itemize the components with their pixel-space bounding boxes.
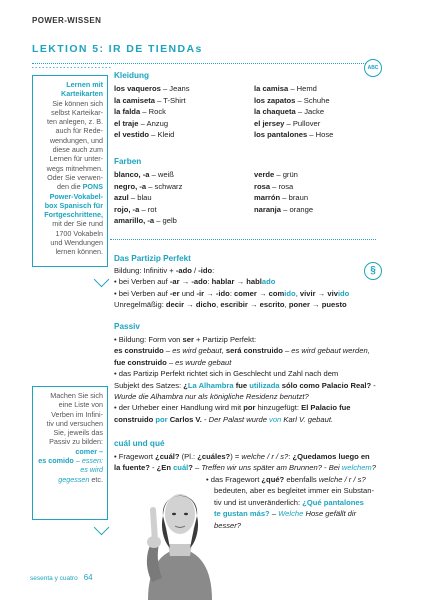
tip-example: comer – xyxy=(75,446,103,456)
text-line: te gustan más? – Welche Hose gefällt dir xyxy=(214,509,357,519)
tip-heading-2: Karteikarten xyxy=(61,89,103,99)
tip-line: Verben im Infini- xyxy=(51,409,103,419)
tip-brand-line: Fortgeschrittene, xyxy=(44,210,103,220)
section-kicker: POWER-WISSEN xyxy=(32,16,102,25)
tip-line: Sie können sich xyxy=(52,98,103,108)
tip-line: tiv und versuchen xyxy=(46,418,103,428)
tip-line: Lernen für unter- xyxy=(49,154,103,164)
vocab-item: rojo, -a – rot xyxy=(114,204,157,214)
vocab-item: el traje – Anzug xyxy=(114,118,169,128)
divider-top xyxy=(32,63,376,64)
woman-raising-finger-image xyxy=(130,470,230,600)
text-line: Bildung: Infinitiv + -ado / -ido: xyxy=(114,266,215,275)
vocab-item: los vaqueros – Jeans xyxy=(114,84,190,93)
tip-line: mit der Sie rund xyxy=(52,219,103,229)
tip-line: auch für Rede- xyxy=(55,126,103,136)
lesson-title: LEKTION 5: IR DE TIENDAs xyxy=(32,43,203,55)
section-passiv xyxy=(114,334,376,425)
page-label: sesenta y cuatro xyxy=(30,575,78,582)
text-line: • bei Verben auf -er und -ir → -ido: comer → comido, vivir → vivido xyxy=(114,288,350,298)
vocab-item: el jersey – Pullover xyxy=(254,118,321,128)
vocab-item: la camisa – Hemd xyxy=(254,84,317,93)
text-line: besser? xyxy=(214,520,242,530)
text-line: • das Partizip Perfekt richtet sich in Geschlecht und Zahl nach dem xyxy=(114,369,339,379)
vocab-list-colors-left xyxy=(114,169,182,227)
vocab-item: la chaqueta – Jacke xyxy=(254,107,325,117)
vocab-item: amarillo, -a – gelb xyxy=(114,216,177,226)
text-line: la fuente? - ¿En cuál? – Treffen wir uns später am Brunnen? - Bei welchem? xyxy=(114,463,376,473)
heading-cual-que: cuál und qué xyxy=(114,439,165,448)
tip-line: Sie, jeweils das xyxy=(53,428,103,438)
tip-line: den die PONS xyxy=(57,182,103,192)
tip-line: wegs mitnehmen. xyxy=(46,163,103,173)
vocab-item: marrón – braun xyxy=(254,193,309,203)
text-line: • Fragewort ¿cuál? (Pl.: ¿cuáles?) = welche / r / s?: ¿Quedamos luego en xyxy=(114,452,370,461)
tip-line: diese auch zum xyxy=(52,145,103,155)
vocab-item: blanco, -a – weiß xyxy=(114,170,174,179)
heading-kleidung: Kleidung xyxy=(114,71,150,80)
text-line: construido por Carlos V. - Der Palast wurde von Karl V. gebaut. xyxy=(114,414,334,424)
tip-brand-line: Power-Vokabel- xyxy=(49,191,103,201)
section-que xyxy=(206,474,376,531)
vocab-item: la camiseta – T-Shirt xyxy=(114,95,186,105)
tip-line: eine Liste von xyxy=(58,400,103,410)
text-line: • das Fragewort ¿qué? ebenfalls welche / r / s? xyxy=(206,475,366,484)
text-line: • der Urheber einer Handlung wird mit por hinzugefügt: El Palacio fue xyxy=(114,403,351,413)
text-line: Subjekt des Satzes: ¿La Alhambra fue utilizada sólo como Palacio Real? - xyxy=(114,380,376,390)
text-line: bedeuten, aber es begleitet immer ein Substan- xyxy=(214,486,374,496)
vocab-item: naranja – orange xyxy=(254,204,314,214)
section-partizip xyxy=(114,265,376,311)
tip-example: es comido – essen: xyxy=(38,456,103,466)
vocab-list-clothes-right xyxy=(254,83,333,141)
tip-box-passive xyxy=(32,386,108,520)
vocab-item: negro, -a – schwarz xyxy=(114,181,183,191)
paragraph-badge-icon: § xyxy=(364,262,382,280)
page-footer xyxy=(30,573,93,582)
tip-box-flashcards xyxy=(32,75,108,267)
tip-line: und Wendungen xyxy=(50,238,103,248)
text-line: fue construido – es wurde gebaut xyxy=(114,357,232,367)
tip-line: lernen können. xyxy=(55,247,103,257)
text-line: Wurde die Alhambra nur als königliche Residenz benutzt? xyxy=(114,392,309,402)
vocab-list-colors-right xyxy=(254,169,313,215)
tip-example: es wird xyxy=(80,465,103,475)
vocab-item: los zapatos – Schuhe xyxy=(254,95,330,105)
vocab-list-clothes-left xyxy=(114,83,190,141)
vocab-item: rosa – rosa xyxy=(254,181,294,191)
vocab-item: el vestido – Kleid xyxy=(114,130,175,140)
tip-line: selbst Karteikar- xyxy=(51,107,103,117)
divider-middle xyxy=(110,239,376,240)
vocab-item: verde – grün xyxy=(254,170,298,179)
tip-line: 1700 Vokabeln xyxy=(55,228,103,238)
abc-badge-icon: ABC xyxy=(364,59,382,77)
tip-line: Machen Sie sich xyxy=(50,391,103,400)
tip-example: gegessen etc. xyxy=(58,474,103,484)
vocab-item: los pantalones – Hose xyxy=(254,130,334,140)
speech-tail xyxy=(94,520,110,536)
tip-line: Oder Sie verwen- xyxy=(47,172,103,182)
tip-line: Passiv zu bilden: xyxy=(49,437,103,447)
text-line: • bei Verben auf -ar → -ado: hablar → hablado xyxy=(114,277,276,287)
tip-line: wendungen, und xyxy=(49,135,103,145)
vocab-item: azul – blau xyxy=(114,193,152,203)
text-line: • Bildung: Form von ser + Partizip Perfekt: xyxy=(114,335,257,344)
heading-passiv: Passiv xyxy=(114,322,140,331)
vocab-item: la falda – Rock xyxy=(114,107,166,117)
heading-farben: Farben xyxy=(114,157,142,166)
tip-heading-1: Lernen mit xyxy=(66,80,103,89)
text-line: es construido – es wird gebaut, será construido – es wird gebaut werden, xyxy=(114,346,370,356)
tip-line: ten anlegen, z. B. xyxy=(47,117,103,127)
text-line: tiv und ist unveränderlich: ¿Qué pantalones xyxy=(214,497,364,507)
page-number: 64 xyxy=(83,573,93,582)
tip-brand-line: box Spanisch für xyxy=(44,200,103,210)
text-line: Unregelmäßig: decir → dicho, escribir → escrito, poner → puesto xyxy=(114,300,347,310)
heading-partizip: Das Partizip Perfekt xyxy=(114,254,191,263)
